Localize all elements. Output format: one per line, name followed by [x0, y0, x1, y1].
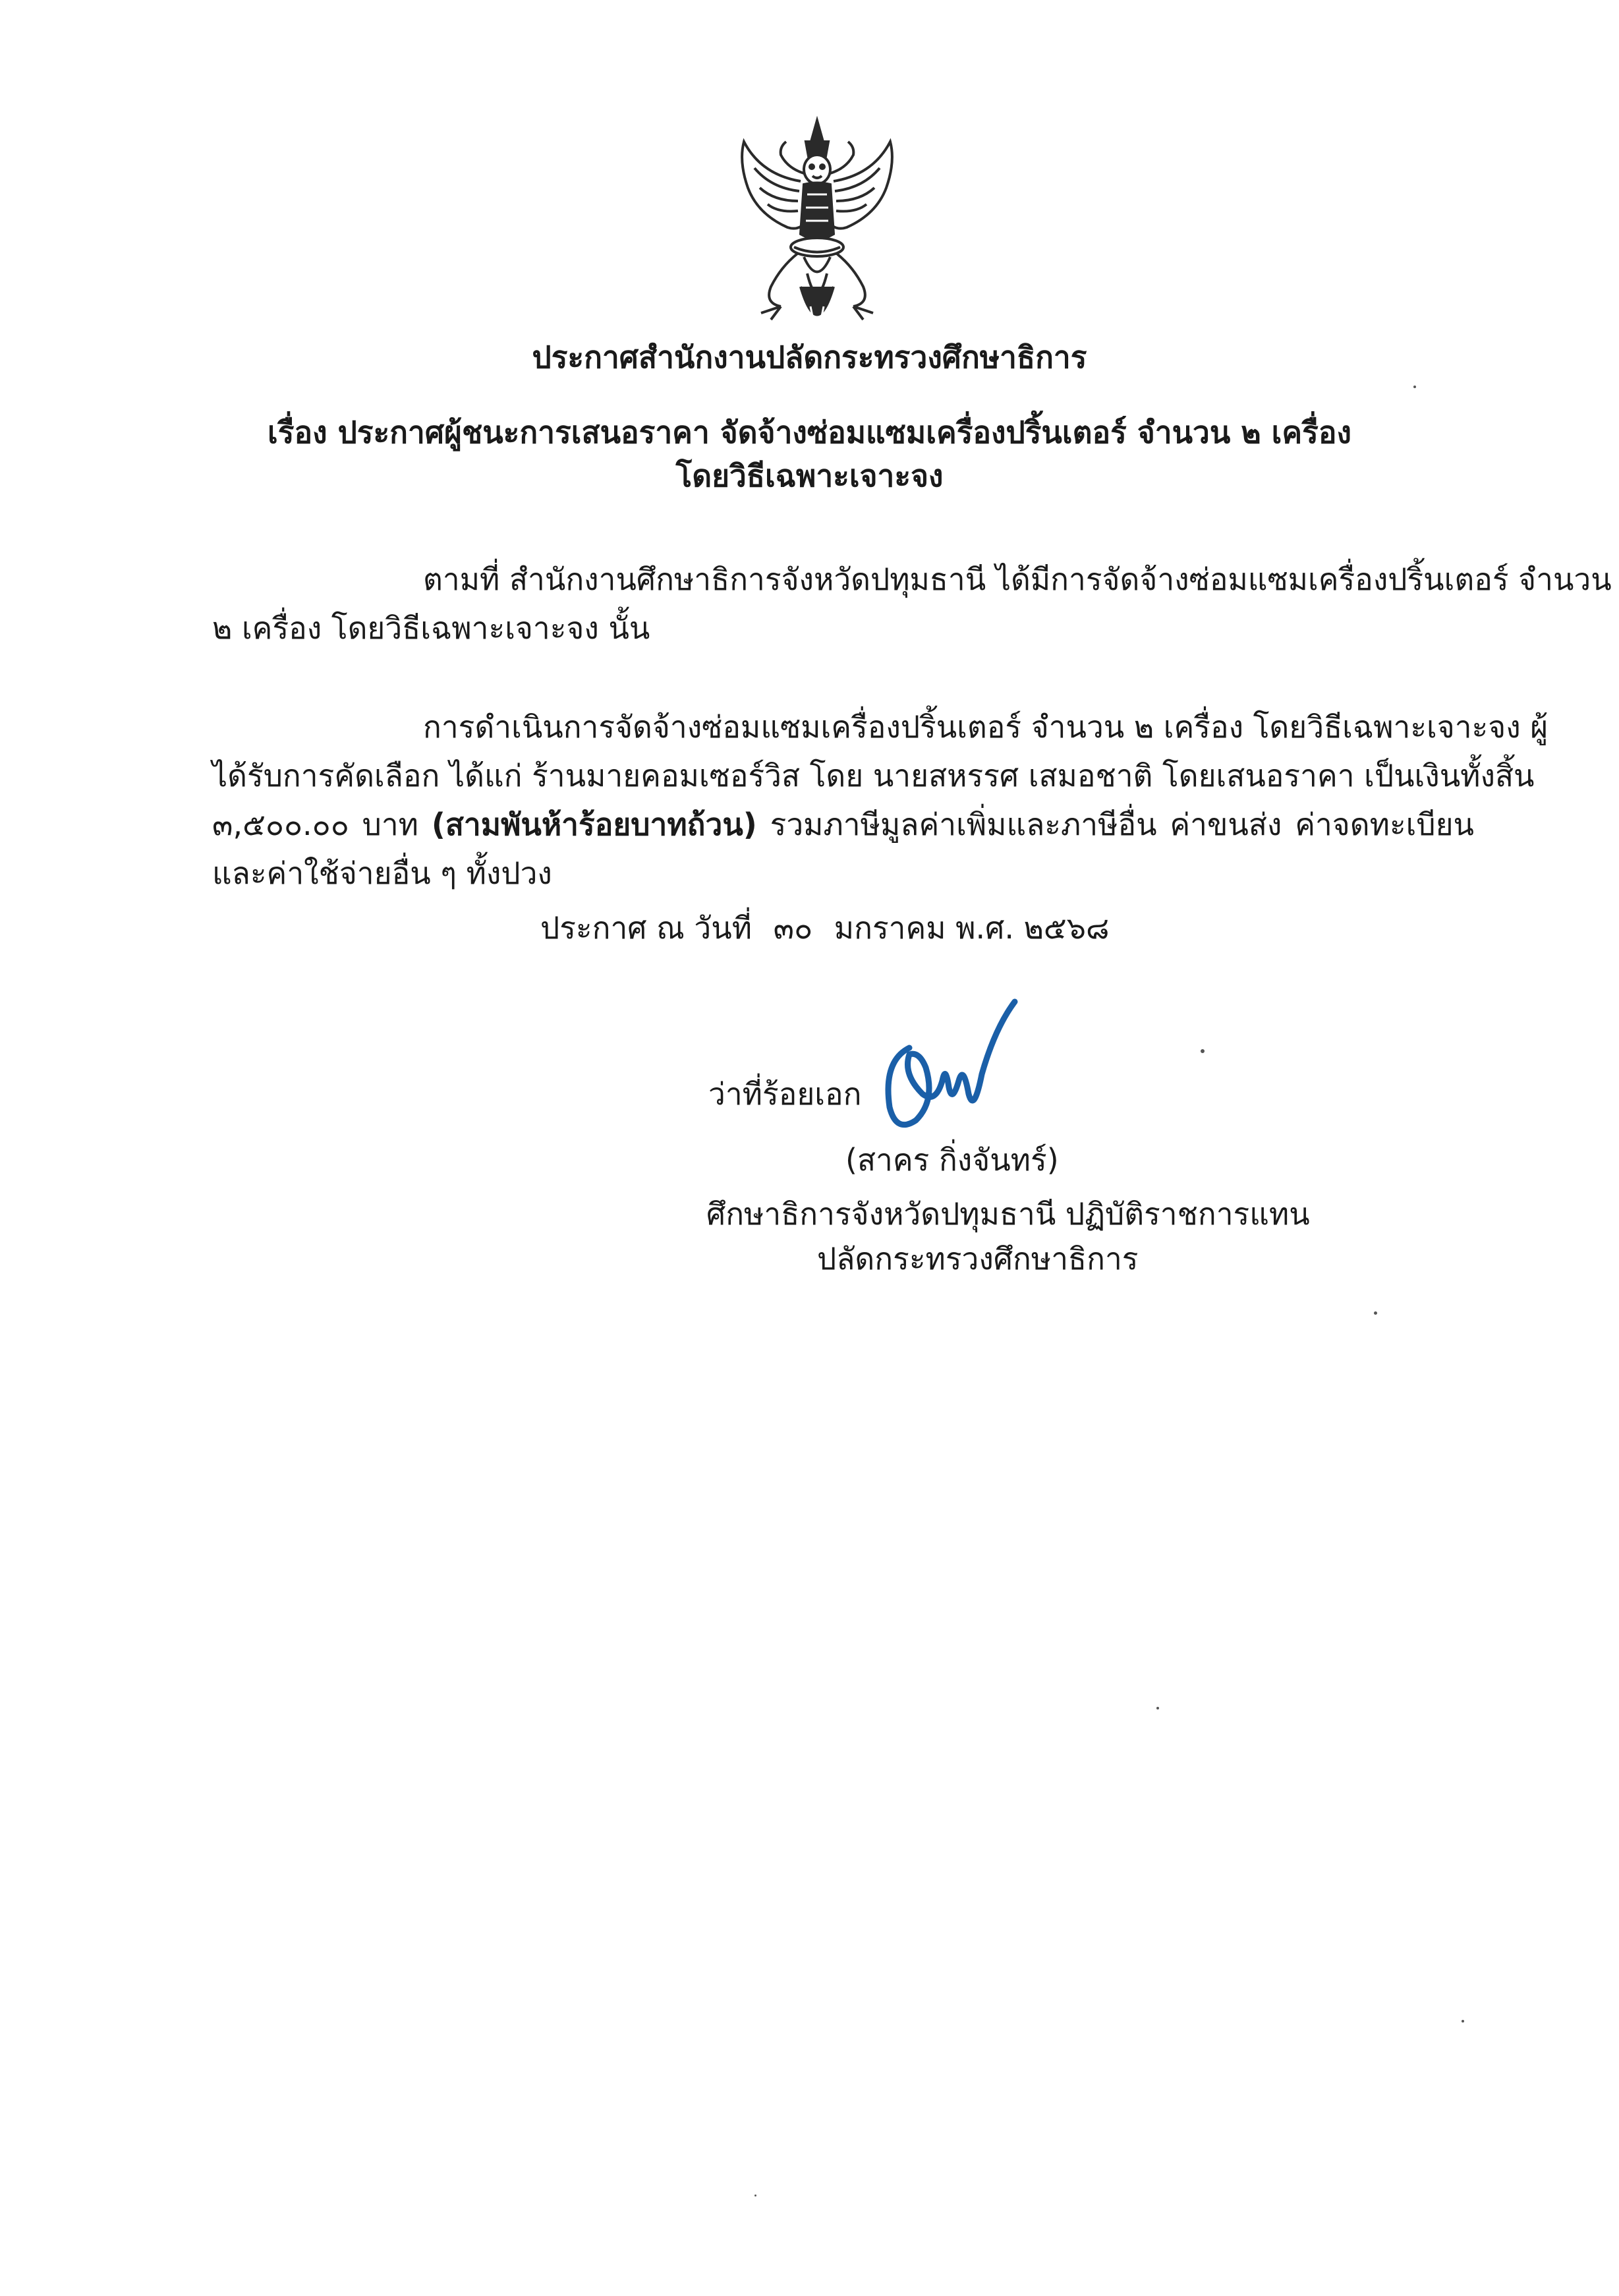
document-subject-method: โดยวิธีเฉพาะเจาะจง: [675, 458, 944, 494]
paragraph-line: และค่าใช้จ่ายอื่น ๆ ทั้งปวง: [212, 855, 552, 891]
scan-speck: [1374, 1311, 1377, 1315]
paragraph-background: [212, 555, 1612, 652]
signer-position-secondary: ปลัดกระทรวงศึกษาธิการ: [817, 1241, 1139, 1277]
paragraph-line: การดำเนินการจัดจ้างซ่อมแซมเครื่องปริ้นเตอร์ จำนวน ๒ เครื่อง โดยวิธีเฉพาะเจาะจง ผู้: [423, 709, 1548, 745]
scan-speck: [1201, 1049, 1205, 1053]
announcement-date: [540, 908, 1121, 948]
scan-speck: [1156, 1707, 1159, 1709]
announce-prefix: ประกาศ ณ วันที่: [540, 910, 753, 946]
paragraph-line: ได้รับการคัดเลือก ได้แก่ ร้านมายคอมเซอร์วิส โดย นายสหรรศ เสมอชาติ โดยเสนอราคา เป็นเงินทั้งสิ้น: [212, 758, 1535, 793]
document-subject: เรื่อง ประกาศผู้ชนะการเสนอราคา จัดจ้างซ่อมแซมเครื่องปริ้นเตอร์ จำนวน ๒ เครื่อง: [268, 415, 1351, 450]
scan-speck: [1462, 2020, 1464, 2023]
amount-tax-note: รวมภาษีมูลค่าเพิ่มและภาษีอื่น ค่าขนส่ง ค่าจดทะเบียน: [770, 807, 1474, 842]
paragraph-line-amount: [212, 800, 1474, 849]
signer-position: ศึกษาธิการจังหวัดปทุมธานี ปฏิบัติราชการแทน: [706, 1196, 1310, 1232]
announce-month-year: มกราคม พ.ศ. ๒๕๖๘: [834, 910, 1110, 946]
scan-speck: [1413, 386, 1416, 388]
signer-name: (สาคร กิ่งจันทร์): [845, 1142, 1059, 1178]
amount-in-words: (สามพันห้าร้อยบาทถ้วน): [431, 807, 757, 842]
signer-rank: ว่าที่ร้อยเอก: [708, 1076, 862, 1112]
amount-value: ๓,๕๐๐.๐๐ บาท: [212, 807, 418, 842]
announce-day: ๓๐: [773, 910, 813, 946]
document-title: ประกาศสำนักงานปลัดกระทรวงศึกษาธิการ: [532, 339, 1087, 375]
paragraph-line: ตามที่ สำนักงานศึกษาธิการจังหวัดปทุมธานี ได้มีการจัดจ้างซ่อมแซมเครื่องปริ้นเตอร์ จำนวน: [423, 561, 1612, 597]
scan-speck: [754, 2195, 756, 2196]
handwritten-signature: [863, 989, 1061, 1147]
paragraph-award: [212, 703, 1548, 898]
paragraph-line: ๒ เครื่อง โดยวิธีเฉพาะเจาะจง นั้น: [212, 610, 650, 646]
garuda-emblem-icon: [735, 115, 899, 349]
